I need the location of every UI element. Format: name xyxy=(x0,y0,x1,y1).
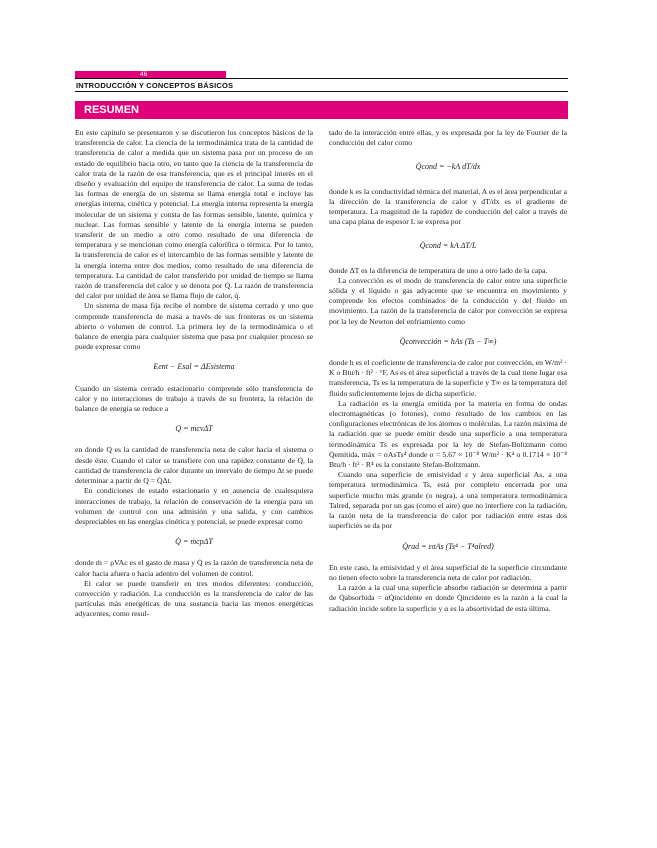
page-number: 46 xyxy=(140,71,148,78)
paragraph: En este caso, la emisividad y el área superficial de la superficie circundante no tienen efecto sobre la transferencia neta de calor por radiación. xyxy=(329,562,567,582)
paragraph: Un sistema de masa fija recibe el nombre de sistema cerrado y uno que comprende transferencia de masa a través de sus fronteras es un sistema abierto o volumen de control. La primera ley de la termodinámica o el balance de energía para cualquier sistema que pasa por cualquier proceso se puede expresar como xyxy=(75,301,313,352)
right-column xyxy=(329,128,567,614)
paragraph: donde k es la conductividad térmica del material, A es el área perpendicular a la dirección de la transferencia de calor y dT/dx es el gradiente de temperatura. La magnitud de la rapidez de conducción del calor a través de una capa plana de espesor L se expresa por xyxy=(329,186,567,227)
paragraph: El calor se puede transferir en tres modos diferentes: conducción, convección y radiación. La conducción es la transferencia de calor de las partículas más energéticas de una sustancia hacia las menos energéticas adyacentes, como resul- xyxy=(75,578,313,619)
left-column xyxy=(75,128,313,620)
paragraph: Cuando una superficie de emisividad ε y área superficial As, a una temperatura termodinámica Ts, está por completo encerrada por una superficie mucho más grande (o negra), a una temperatura termodinámica Talred, separada por un gas (como el aire) que no interfiere con la radiación, la razón neta de la transferencia de calor por radiación entre estas dos superficies se da por xyxy=(329,470,567,531)
equation: Q̇convección = hAs (Ts − T∞) xyxy=(399,336,497,346)
equation: Q̇rad = εσAs (Ts⁴ − T⁴alred) xyxy=(402,541,494,551)
equation: Q̇cond = −kA dT/dx xyxy=(415,162,481,172)
equation: Q̇cond = kA ΔT/L xyxy=(419,241,477,251)
paragraph: En este capítulo se presentaron y se discutieron los conceptos básicos de la transferencia de calor. La ciencia de la termodinámica trata de la cantidad de transferencia de calor a medida que un sistema pasa por un proceso de un estado de equilibrio hacia otro, en tanto que la ciencia de la transferencia de calor trata de la razón de esa transferencia, que es el principal interés en el diseño y evaluación del equipo de transferencia de calor. La suma de todas las formas de energía de un sistema se llama energía total e incluye las energías interna, cinética y potencial. La energía interna representa la energía molecular de un sistema y consta de las formas sensible, latente, química y nuclear. Las formas sensible y latente de la energía interna se pueden transferir de un medio a otro como resultado de una diferencia de temperatura y se mencionan como energía calorífica o térmica. Por lo tanto, la transferencia de calor es el intercambio de las formas sensible y latente de la energía interna entre dos medios, como resultado de una diferencia de temperatura. La cantidad de calor transferido por unidad de tiempo se llama razón de transferencia del calor y se denota por Q̇. La razón de transferencia del calor por unidad de área se llama flujo de calor, q̇. xyxy=(75,128,313,301)
paragraph: tado de la interacción entre ellas, y es expresada por la ley de Fourier de la conducción del calor como xyxy=(329,128,567,148)
header-rule xyxy=(75,78,568,79)
paragraph: La radiación es la energía emitida por la materia en forma de ondas electromagnéticas (o fotones), como resultado de los cambios en las configuraciones electrónicas de los átomos o moléculas. La razón máxima de la radiación que se puede emitir desde una superficie a una temperatura termodinámica Ts es expresada por la ley de Stefan-Boltzmann como Q̇emitida, máx = σAsTs⁴ donde σ = 5.67 × 10⁻⁸ W/m² · K⁴ o 0.1714 × 10⁻⁸ Btu/h · ft² · R⁴ es la constante Stefan-Boltzmann. xyxy=(329,398,567,470)
paragraph: La convección es el modo de transferencia de calor entre una superficie sólida y el líquido o gas adyacente que se encuentra en movimiento y comprende los efectos combinados de la conducción y del fluido en movimiento. La razón de la transferencia de calor por convección se expresa por la ley de Newton del enfriamiento como xyxy=(329,275,567,326)
paragraph: Cuando un sistema cerrado estacionario comprende sólo transferencia de calor y no interacciones de trabajo a través de su frontera, la relación de balance de energía se reduce a xyxy=(75,383,313,414)
paragraph: En condiciones de estado estacionario y en ausencia de cualesquiera interacciones de trabajo, la relación de conservación de la energía para un volumen de control con una admisión y una salida, y con cambios despreciables en las energías cinética y potencial, se puede expresar como xyxy=(75,486,313,526)
header-rule-bottom xyxy=(75,91,568,92)
equation: Q = mcvΔT xyxy=(175,424,213,434)
header-accent-bar xyxy=(75,71,226,78)
paragraph: donde h es el coeficiente de transferencia de calor por convección, en W/m² · K o Btu/h · ft² · °F, As es el área superficial a través de la cual tiene lugar esa transferencia, Ts es la temperatura de la superficie y T∞ es la temperatura del fluido suficientemente lejos de dicha superficie. xyxy=(329,358,567,398)
section-title: RESUMEN xyxy=(84,104,140,116)
section-band xyxy=(75,101,568,119)
paragraph: donde ΔT es la diferencia de temperatura de uno a otro lado de la capa. xyxy=(329,265,548,275)
paragraph: La razón a la cual una superficie absorbe radiación se determina a partir de Q̇absorbida = αQ̇incidente en donde Q̇incidente es la razón a la cual la radiación incide sobre la superficie y α es la absortividad de esta última. xyxy=(329,583,567,613)
paragraph: donde ṁ = ρVAc es el gasto de masa y Q̇ es la razón de transferencia neta de calor hacia afuera o hacia adentro del volumen de control. xyxy=(75,558,313,578)
paragraph: en donde Q es la cantidad de transferencia neta de calor hacia el sistema o desde éste. Cuando el calor se transfiere con una rapidez constante de Q̇, la cantidad de transferencia de calor durante un intervalo de tiempo Δt se puede determinar a partir de Q = Q̇Δt. xyxy=(75,445,313,486)
equation: Eent − Esal = ΔEsistema xyxy=(153,362,235,372)
equation: Q̇ = ṁcpΔT xyxy=(175,537,213,547)
running-header-title: INTRODUCCIÓN Y CONCEPTOS BÁSICOS xyxy=(76,81,234,90)
